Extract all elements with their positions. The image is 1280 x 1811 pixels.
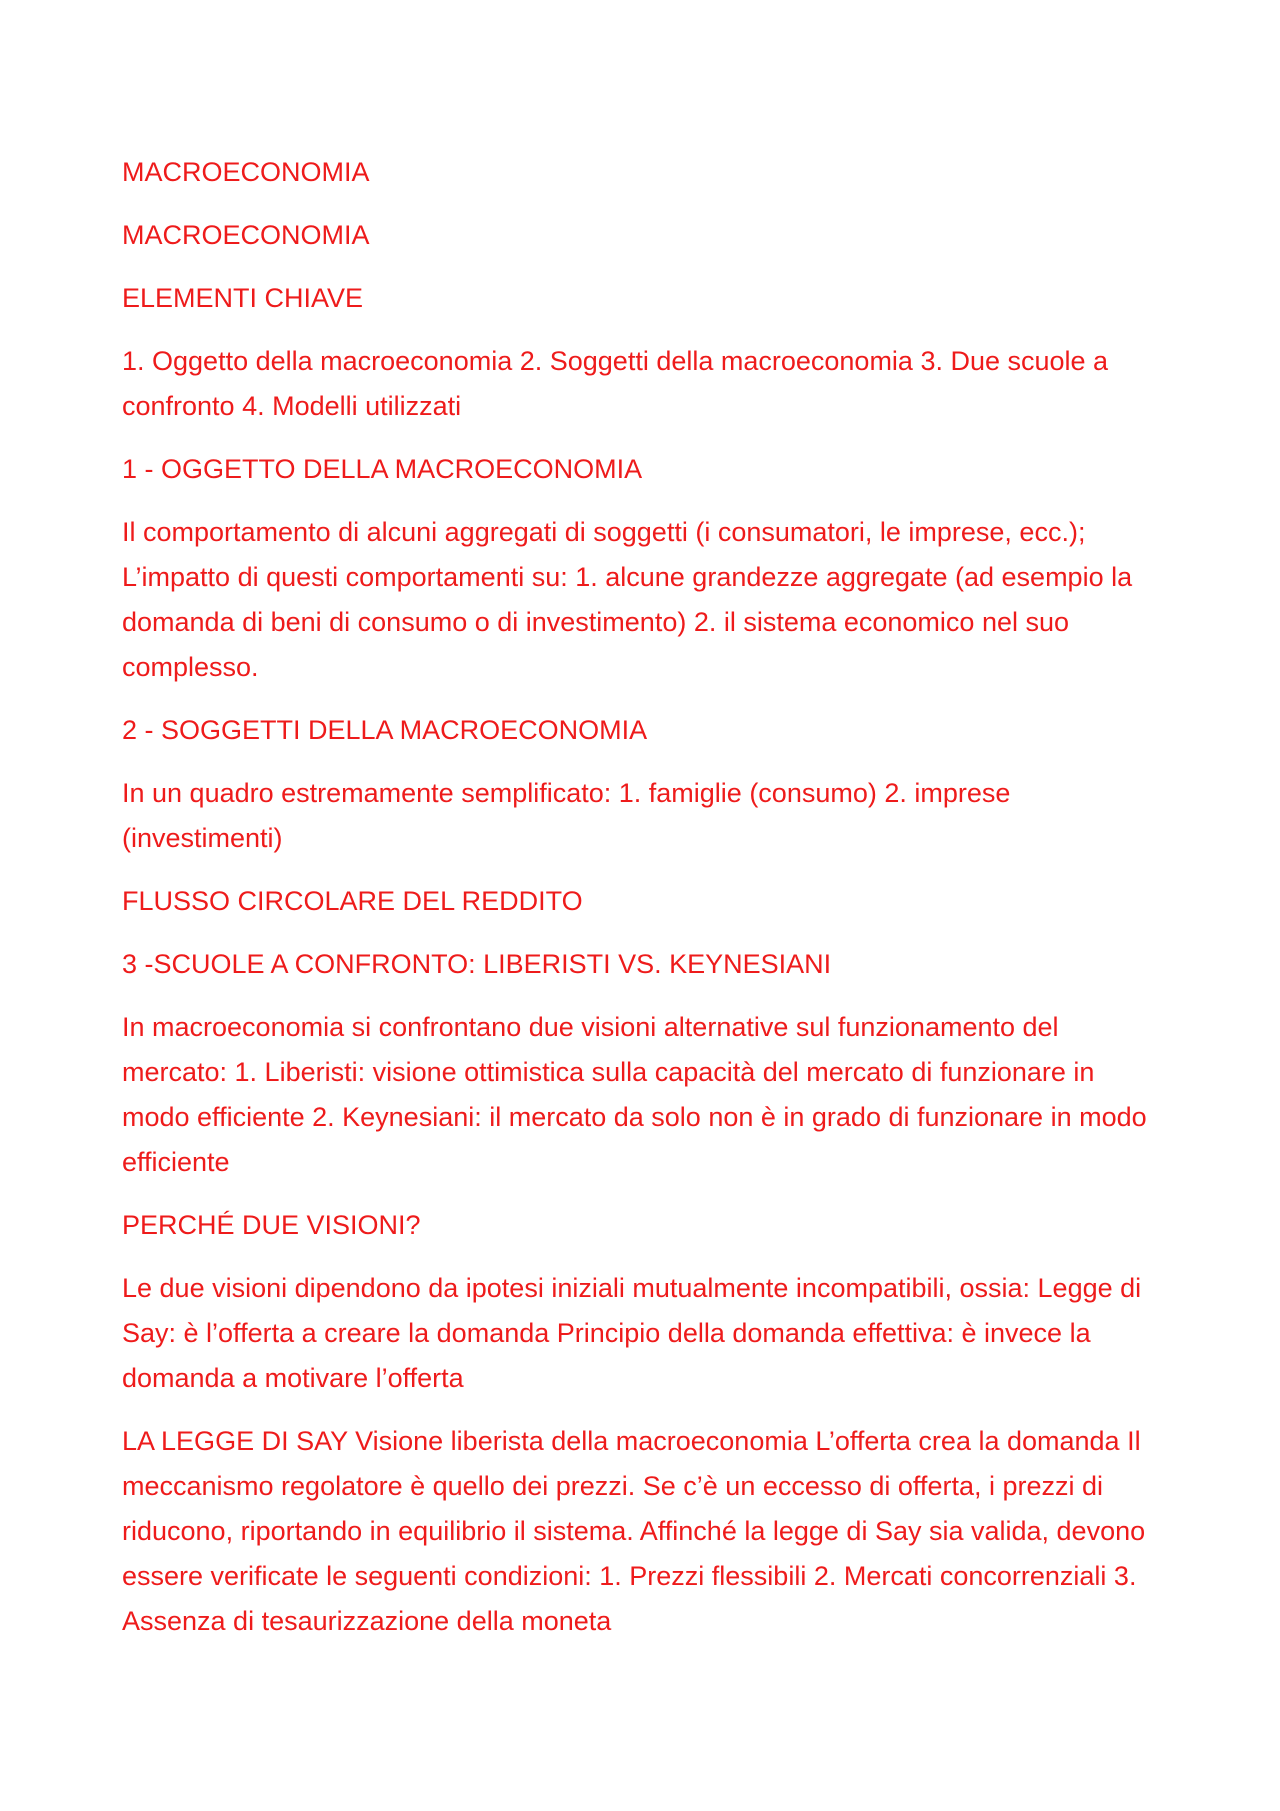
- section-heading-elementi-chiave: ELEMENTI CHIAVE: [122, 283, 364, 313]
- document-body: [122, 150, 1162, 1662]
- paragraph-legge-di-say: LA LEGGE DI SAY Visione liberista della macroeconomia L’offerta crea la domanda Il meccanismo regolatore è quello dei prezzi. Se c’è un eccesso di offerta, i prezzi di riducono, riportando in equilibrio il sistema. Affinché la legge di Say sia valida, devono essere verificate le seguenti condizioni: 1. Prezzi flessibili 2. Mercati concorrenziali 3. Assenza di tesaurizzazione della moneta: [122, 1426, 1146, 1636]
- section-heading-scuole: 3 -SCUOLE A CONFRONTO: LIBERISTI VS. KEYNESIANI: [122, 949, 832, 979]
- document-heading: MACROECONOMIA: [122, 220, 370, 250]
- section-heading-soggetti: 2 - SOGGETTI DELLA MACROECONOMIA: [122, 715, 648, 745]
- paragraph-soggetti: In un quadro estremamente semplificato: 1. famiglie (consumo) 2. imprese (investimenti): [122, 778, 1011, 853]
- paragraph-oggetto: Il comportamento di alcuni aggregati di soggetti (i consumatori, le imprese, ecc.); L’impatto di questi comportamenti su: 1. alcune grandezze aggregate (ad esempio la domanda di beni di consumo o di investimento) 2. il sistema economico nel suo complesso.: [122, 517, 1133, 682]
- section-heading-oggetto: 1 - OGGETTO DELLA MACROECONOMIA: [122, 454, 643, 484]
- section-heading-flusso-circolare: FLUSSO CIRCOLARE DEL REDDITO: [122, 886, 583, 916]
- paragraph-scuole: In macroeconomia si confrontano due visioni alternative sul funzionamento del mercato: 1. Liberisti: visione ottimistica sulla capacità del mercato di funzionare in modo efficiente 2. Keynesiani: il mercato da solo non è in grado di funzionare in modo efficiente: [122, 1012, 1147, 1177]
- paragraph-due-visioni: Le due visioni dipendono da ipotesi iniziali mutualmente incompatibili, ossia: Legge di Say: è l’offerta a creare la domanda Principio della domanda effettiva: è invece la domanda a motivare l’offerta: [122, 1273, 1142, 1393]
- section-heading-due-visioni: PERCHÉ DUE VISIONI?: [122, 1210, 421, 1240]
- paragraph-elementi-chiave: 1. Oggetto della macroeconomia 2. Soggetti della macroeconomia 3. Due scuole a confronto 4. Modelli utilizzati: [122, 346, 1109, 421]
- document-title: MACROECONOMIA: [122, 157, 370, 187]
